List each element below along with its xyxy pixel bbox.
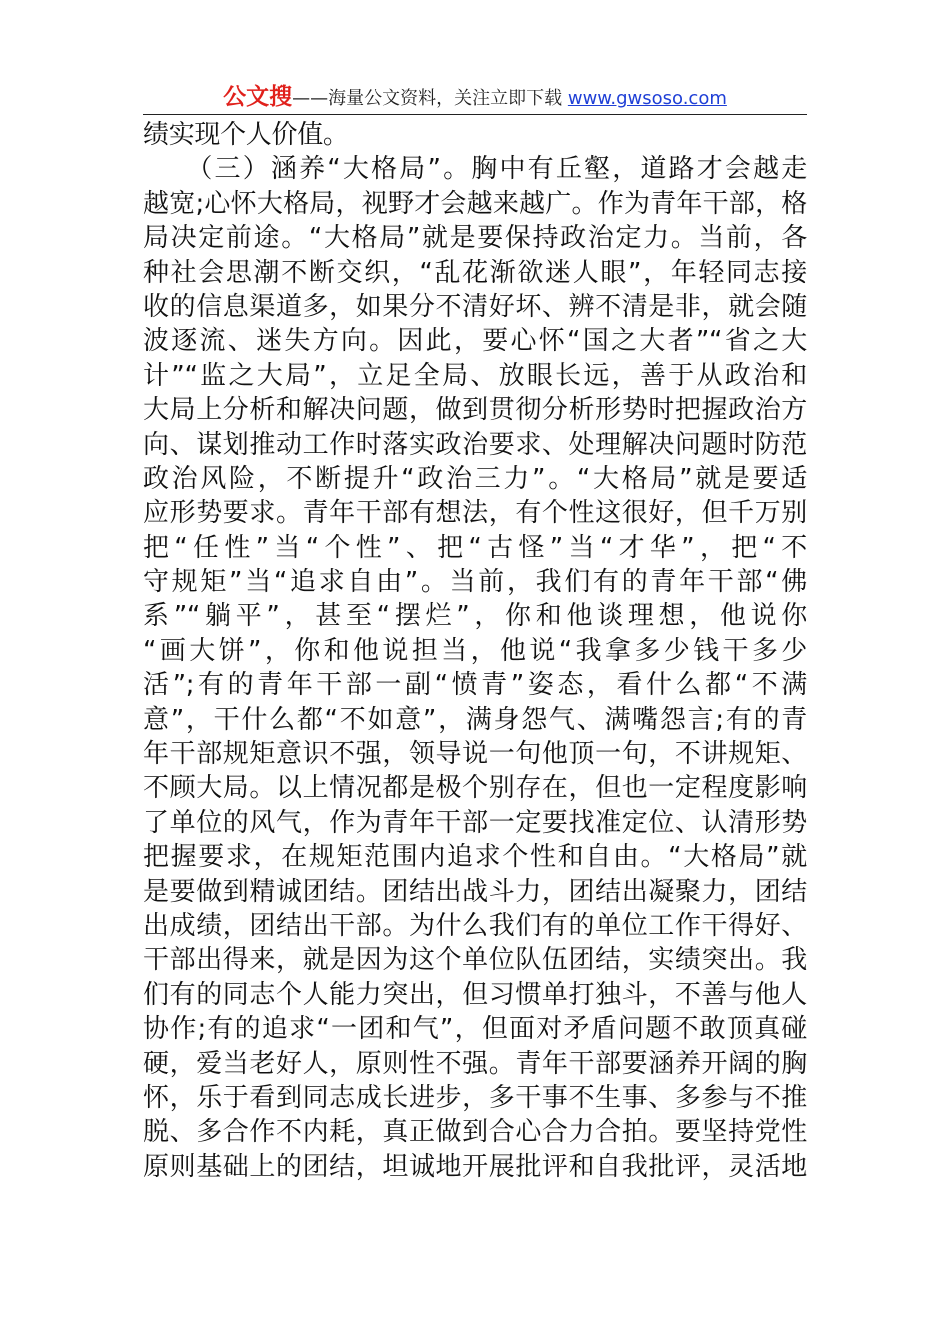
text-line: 不顾大局。以上情况都是极个别存在，但也一定程度影响 — [143, 773, 807, 804]
text-line: 越宽;心怀大格局，视野才会越来越广。作为青年干部，格 — [143, 188, 807, 219]
text-line: 活”;有的青年干部一副“愤青”姿态，看什么都“不满 — [143, 670, 807, 701]
text-line: 系”“躺平”，甚至“摆烂”，你和他谈理想，他说你 — [143, 601, 807, 632]
page-header — [143, 80, 807, 114]
text-line: 守规矩”当“追求自由”。当前，我们有的青年干部“佛 — [143, 567, 807, 598]
text-line: 把“任性”当“个性”、把“古怪”当“才华”，把“不 — [143, 532, 807, 563]
text-line: 政治风险，不断提升“政治三力”。“大格局”就是要适 — [143, 463, 807, 494]
text-line: 脱、多合作不内耗，真正做到合心合力合拍。要坚持党性 — [143, 1117, 807, 1148]
text-line: 怀，乐于看到同志成长进步，多干事不生事、多参与不推 — [143, 1082, 807, 1113]
text-line: 年干部规矩意识不强，领导说一句他顶一句，不讲规矩、 — [143, 739, 807, 770]
website-link[interactable]: www.gwsoso.com — [567, 88, 727, 109]
text-line: 大局上分析和解决问题，做到贯彻分析形势时把握政治方 — [143, 395, 807, 426]
text-line: 协作;有的追求“一团和气”，但面对矛盾问题不敢顶真碰 — [143, 1014, 807, 1045]
text-line: 绩实现个人价值。 — [143, 120, 349, 150]
text-line: 是要做到精诚团结。团结出战斗力，团结出凝聚力，团结 — [143, 876, 807, 907]
text-line: “画大饼”，你和他说担当，他说“我拿多少钱干多少 — [143, 635, 807, 666]
text-line: 出成绩，团结出干部。为什么我们有的单位工作干得好、 — [143, 910, 807, 941]
text-line: 局决定前途。“大格局”就是要保持政治定力。当前，各 — [143, 223, 807, 254]
text-line: （三）涵养“大格局”。胸中有丘壑，道路才会越走 — [143, 154, 807, 185]
header-divider — [143, 114, 807, 115]
text-line: 把握要求，在规矩范围内追求个性和自由。“大格局”就 — [143, 842, 807, 873]
text-line: 原则基础上的团结，坦诚地开展批评和自我批评，灵活地 — [143, 1151, 807, 1182]
text-line: 硬，爱当老好人，原则性不强。青年干部要涵养开阔的胸 — [143, 1048, 807, 1079]
text-line: 了单位的风气，作为青年干部一定要找准定位、认清形势 — [143, 807, 807, 838]
body-text — [143, 118, 807, 1184]
text-line: 们有的同志个人能力突出，但习惯单打独斗，不善与他人 — [143, 979, 807, 1010]
text-line: 应形势要求。青年干部有想法，有个性这很好，但千万别 — [143, 498, 807, 529]
text-line: 干部出得来，就是因为这个单位队伍团结，实绩突出。我 — [143, 945, 807, 976]
text-line: 波逐流、迷失方向。因此，要心怀“国之大者”“省之大 — [143, 326, 807, 357]
text-line: 向、谋划推动工作时落实政治要求、处理解决问题时防范 — [143, 429, 807, 460]
brand-logo-text: 公文搜 — [223, 84, 293, 110]
text-line: 种社会思潮不断交织，“乱花渐欲迷人眼”，年轻同志接 — [143, 257, 807, 288]
header-tagline: ——海量公文资料，关注立即下载 — [292, 88, 568, 109]
text-line: 意”，干什么都“不如意”，满身怨气、满嘴怨言;有的青 — [143, 704, 807, 735]
text-line: 收的信息渠道多，如果分不清好坏、辨不清是非，就会随 — [143, 291, 807, 322]
text-line: 计”“监之大局”，立足全局、放眼长远，善于从政治和 — [143, 360, 807, 391]
